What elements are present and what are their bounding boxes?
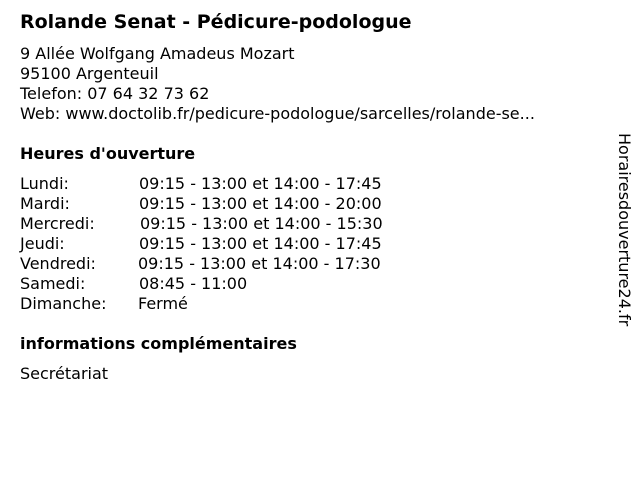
day-label: Vendredi: bbox=[20, 254, 96, 273]
time-range: Fermé bbox=[138, 294, 188, 313]
time-range: 09:15 - 13:00 et 14:00 - 20:00 bbox=[139, 194, 382, 213]
address-city: 95100 Argenteuil bbox=[20, 64, 159, 83]
page-title: Rolande Senat - Pédicure-podologue bbox=[20, 11, 412, 33]
time-range: 09:15 - 13:00 et 14:00 - 17:30 bbox=[138, 254, 381, 273]
address-street: 9 Allée Wolfgang Amadeus Mozart bbox=[20, 44, 295, 63]
additional-info-heading: informations complémentaires bbox=[20, 334, 297, 353]
day-label: Samedi: bbox=[20, 274, 86, 293]
day-label: Dimanche: bbox=[20, 294, 107, 313]
time-range: 09:15 - 13:00 et 14:00 - 17:45 bbox=[139, 174, 382, 193]
site-watermark-text: Horairesdouverture24.fr bbox=[615, 133, 634, 327]
additional-info-text: Secrétariat bbox=[20, 364, 109, 383]
day-label: Mardi: bbox=[20, 194, 70, 213]
day-label: Jeudi: bbox=[20, 234, 65, 253]
time-range: 09:15 - 13:00 et 14:00 - 17:45 bbox=[139, 234, 382, 253]
day-label: Lundi: bbox=[20, 174, 69, 193]
day-label: Mercredi: bbox=[20, 214, 95, 233]
time-range: 08:45 - 11:00 bbox=[139, 274, 248, 293]
time-range: 09:15 - 13:00 et 14:00 - 15:30 bbox=[140, 214, 383, 233]
site-watermark bbox=[614, 133, 634, 369]
opening-hours-heading: Heures d'ouverture bbox=[20, 144, 196, 163]
phone-number: Telefon: 07 64 32 73 62 bbox=[20, 84, 210, 103]
website-link[interactable]: Web: www.doctolib.fr/pedicure-podologue/sarcelles/rolande-se... bbox=[20, 104, 535, 123]
